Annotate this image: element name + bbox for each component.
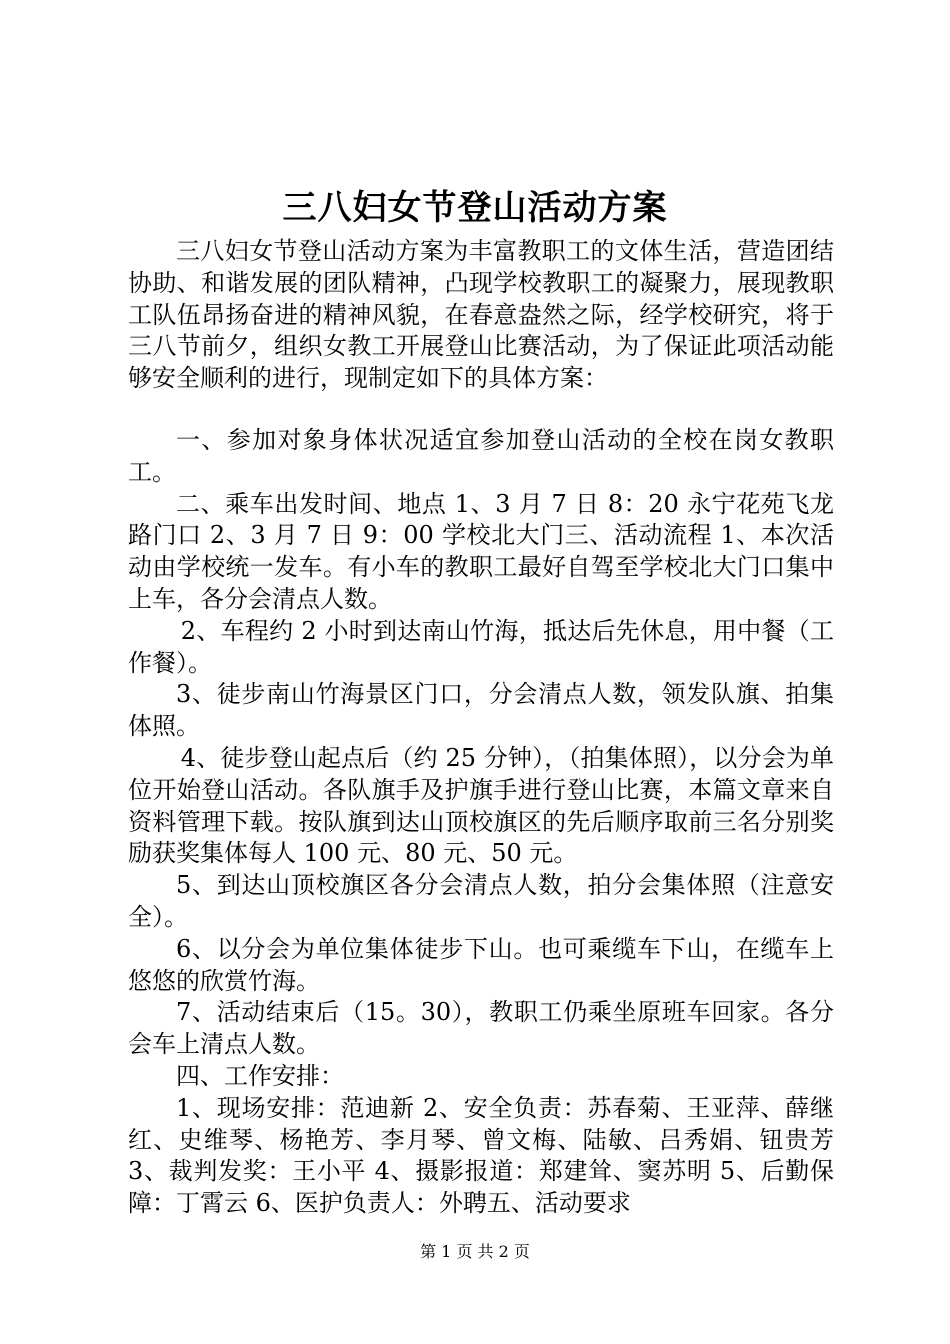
document-title: 三八妇女节登山活动方案 — [282, 188, 668, 228]
document-body — [128, 236, 834, 1220]
paragraph-step-7: 7、活动结束后（15。30），教职工仍乘坐原班车回家。各分会车上清点人数。 — [128, 998, 834, 1059]
paragraph-intro: 三八妇女节登山活动方案为丰富教职工的文体生活，营造团结协助、和谐发展的团队精神，凸现学校教职工的凝聚力，展现教职工队伍昂扬奋进的精神风貌，在春意盎然之际，经学校研究，将于三八节前夕，组织女教工开展登山比赛活动，为了保证此项活动能够安全顺利的进行，现制定如下的具体方案： — [128, 237, 834, 393]
paragraph-work-heading: 四、工作安排： — [176, 1061, 344, 1090]
paragraph-step-4: 4、徒步登山起点后（约 25 分钟），（拍集体照），以分会为单位开始登山活动。各队旗手及护旗手进行登山比赛，本篇文章来自资料管理下载。按队旗到达山顶校旗区的先后顺序取前三名分别奖励获奖集体每人 100 元、80 元、50 元。 — [128, 743, 834, 868]
page-footer: 第 1 页 共 2 页 — [420, 1242, 530, 1261]
paragraph-work-assignments: 1、现场安排：范迪新 2、安全负责：苏春菊、王亚萍、薛继红、史维琴、杨艳芳、李月琴、曾文梅、陆敏、吕秀娟、钮贵芳 3、裁判发奖：王小平 4、摄影报道：郑建耸、窦苏明 5、后勤保障：丁霄云 6、医护负责人：外聘五、活动要求 — [128, 1093, 834, 1218]
paragraph-step-2: 2、车程约 2 小时到达南山竹海，抵达后先休息，用中餐（工作餐）。 — [128, 616, 834, 677]
paragraph-step-3: 3、徒步南山竹海景区门口，分会清点人数，领发队旗、拍集体照。 — [128, 680, 834, 741]
paragraph-departure: 二、乘车出发时间、地点 1、3 月 7 日 8：20 永宁花苑飞龙路门口 2、3 月 7 日 9：00 学校北大门三、活动流程 1、本次活动由学校统一发车。有小车的教职工最好自驾至学校北大门口集中上车，各分会清点人数。 — [128, 489, 834, 613]
paragraph-step-5: 5、到达山顶校旗区各分会清点人数，拍分会集体照（注意安全）。 — [128, 871, 834, 931]
paragraph-participants: 一、参加对象身体状况适宜参加登山活动的全校在岗女教职工。 — [128, 425, 834, 486]
paragraph-step-6: 6、以分会为单位集体徒步下山。也可乘缆车下山，在缆车上悠悠的欣赏竹海。 — [128, 934, 834, 995]
